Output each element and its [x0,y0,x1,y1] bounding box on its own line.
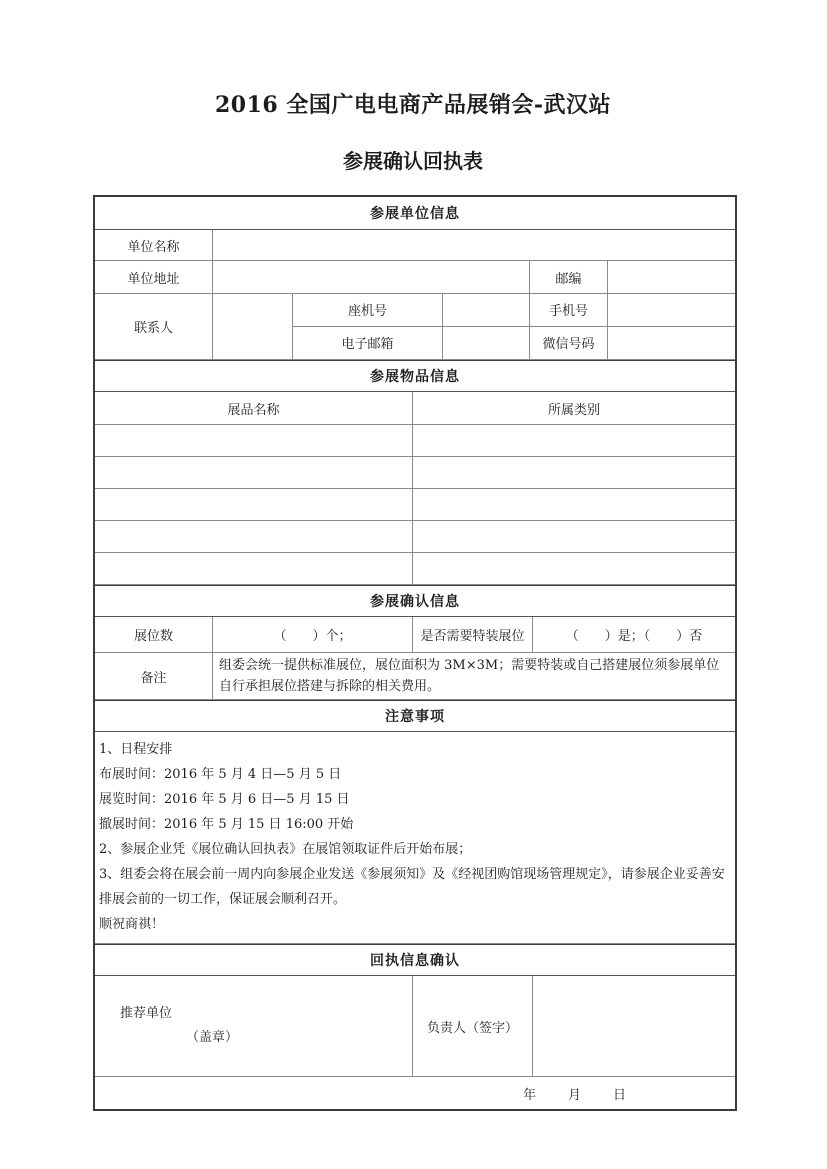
unit-name-row [95,230,735,261]
notes-block [95,732,735,944]
item-name-input[interactable] [95,489,413,520]
note-line: 展览时间：2016 年 5 月 6 日—5 月 15 日 [99,792,350,807]
booth-count-label: 展位数 [95,617,213,652]
item-name-column-header: 展品名称 [95,392,413,424]
section-header-items-info: 参展物品信息 [95,360,735,392]
item-name-input[interactable] [95,553,413,584]
note-line: 1、日程安排 [99,742,173,757]
wechat-label: 微信号码 [530,327,608,360]
landline-label: 座机号 [293,294,443,326]
contact-label: 联系人 [95,294,213,359]
date-input[interactable]: 年 月 日 [523,1087,629,1103]
note-line: 顺祝商祺！ [99,917,165,932]
item-name-input[interactable] [95,521,413,552]
landline-input[interactable] [443,294,530,326]
signer-label: 负责人（签字） [413,976,533,1076]
postal-code-label: 邮编 [530,261,608,293]
email-input[interactable] [443,327,530,360]
item-blank-row [95,457,735,489]
date-row [95,1077,735,1109]
note-line: 3、组委会将在展会前一周内向参展企业发送《参展须知》及《经视团购馆现场管理规定》，请参展企业妥善安排展会前的一切工作，保证展会顺利召开。 [99,867,725,907]
seal-label: （盖章） [186,1030,239,1045]
mobile-label: 手机号 [530,294,608,326]
document-title: 2016 全国广电电商产品展销会-武汉站 [214,92,612,118]
document-subtitle: 参展确认回执表 [343,149,483,173]
item-name-input[interactable] [95,425,413,456]
contact-name-input[interactable] [213,294,293,359]
wechat-input[interactable] [608,327,735,360]
contact-details [293,294,735,359]
recommend-unit-label: 推荐单位 [120,1006,173,1021]
item-category-input[interactable] [413,457,735,488]
category-column-header: 所属类别 [547,402,600,418]
booth-count-row [95,617,735,653]
special-booth-label: 是否需要特装展位 [413,617,533,652]
mobile-input[interactable] [608,294,735,326]
recommend-unit-cell [95,976,413,1076]
unit-name-label: 单位名称 [95,230,213,260]
item-category-input[interactable] [413,489,735,520]
section-header-unit-info: 参展单位信息 [95,197,735,230]
item-blank-row [95,553,735,585]
section-header-confirm-info: 参展确认信息 [95,585,735,617]
item-category-input[interactable] [413,521,735,552]
note-line: 布展时间：2016 年 5 月 4 日—5 月 5 日 [99,767,342,782]
contact-row [95,294,735,360]
note-line: 2、参展企业凭《展位确认回执表》在展馆领取证件后开始布展； [99,842,472,857]
items-header-row [95,392,735,425]
signature-input[interactable] [533,976,735,1076]
contact-phone-subrow [293,294,735,327]
remark-label: 备注 [95,653,213,699]
item-name-input[interactable] [95,457,413,488]
unit-address-row [95,261,735,294]
postal-code-input[interactable] [608,261,735,293]
registration-form-table [93,195,737,1111]
unit-name-input[interactable] [213,230,735,260]
signature-row [95,976,735,1077]
booth-count-input[interactable]: （ ）个； [213,617,413,652]
item-category-input[interactable] [413,425,735,456]
section-header-notes: 注意事项 [95,700,735,732]
remark-row [95,653,735,700]
remark-text: 组委会统一提供标准展位，展位面积为 3M×3M；需要特装或自己搭建展位须参展单位自行承担展位搭建与拆除的相关费用。 [219,658,720,694]
item-blank-row [95,489,735,521]
unit-address-input[interactable] [213,261,530,293]
note-line: 撤展时间：2016 年 5 月 15 日 16:00 开始 [99,817,354,832]
item-category-input[interactable] [413,553,735,584]
unit-address-label: 单位地址 [95,261,213,293]
section-header-reply-confirm: 回执信息确认 [95,944,735,976]
item-blank-row [95,521,735,553]
special-booth-input[interactable]: （ ）是；（ ）否 [533,617,735,652]
contact-email-subrow [293,327,735,360]
item-blank-row [95,425,735,457]
email-label: 电子邮箱 [293,327,443,360]
